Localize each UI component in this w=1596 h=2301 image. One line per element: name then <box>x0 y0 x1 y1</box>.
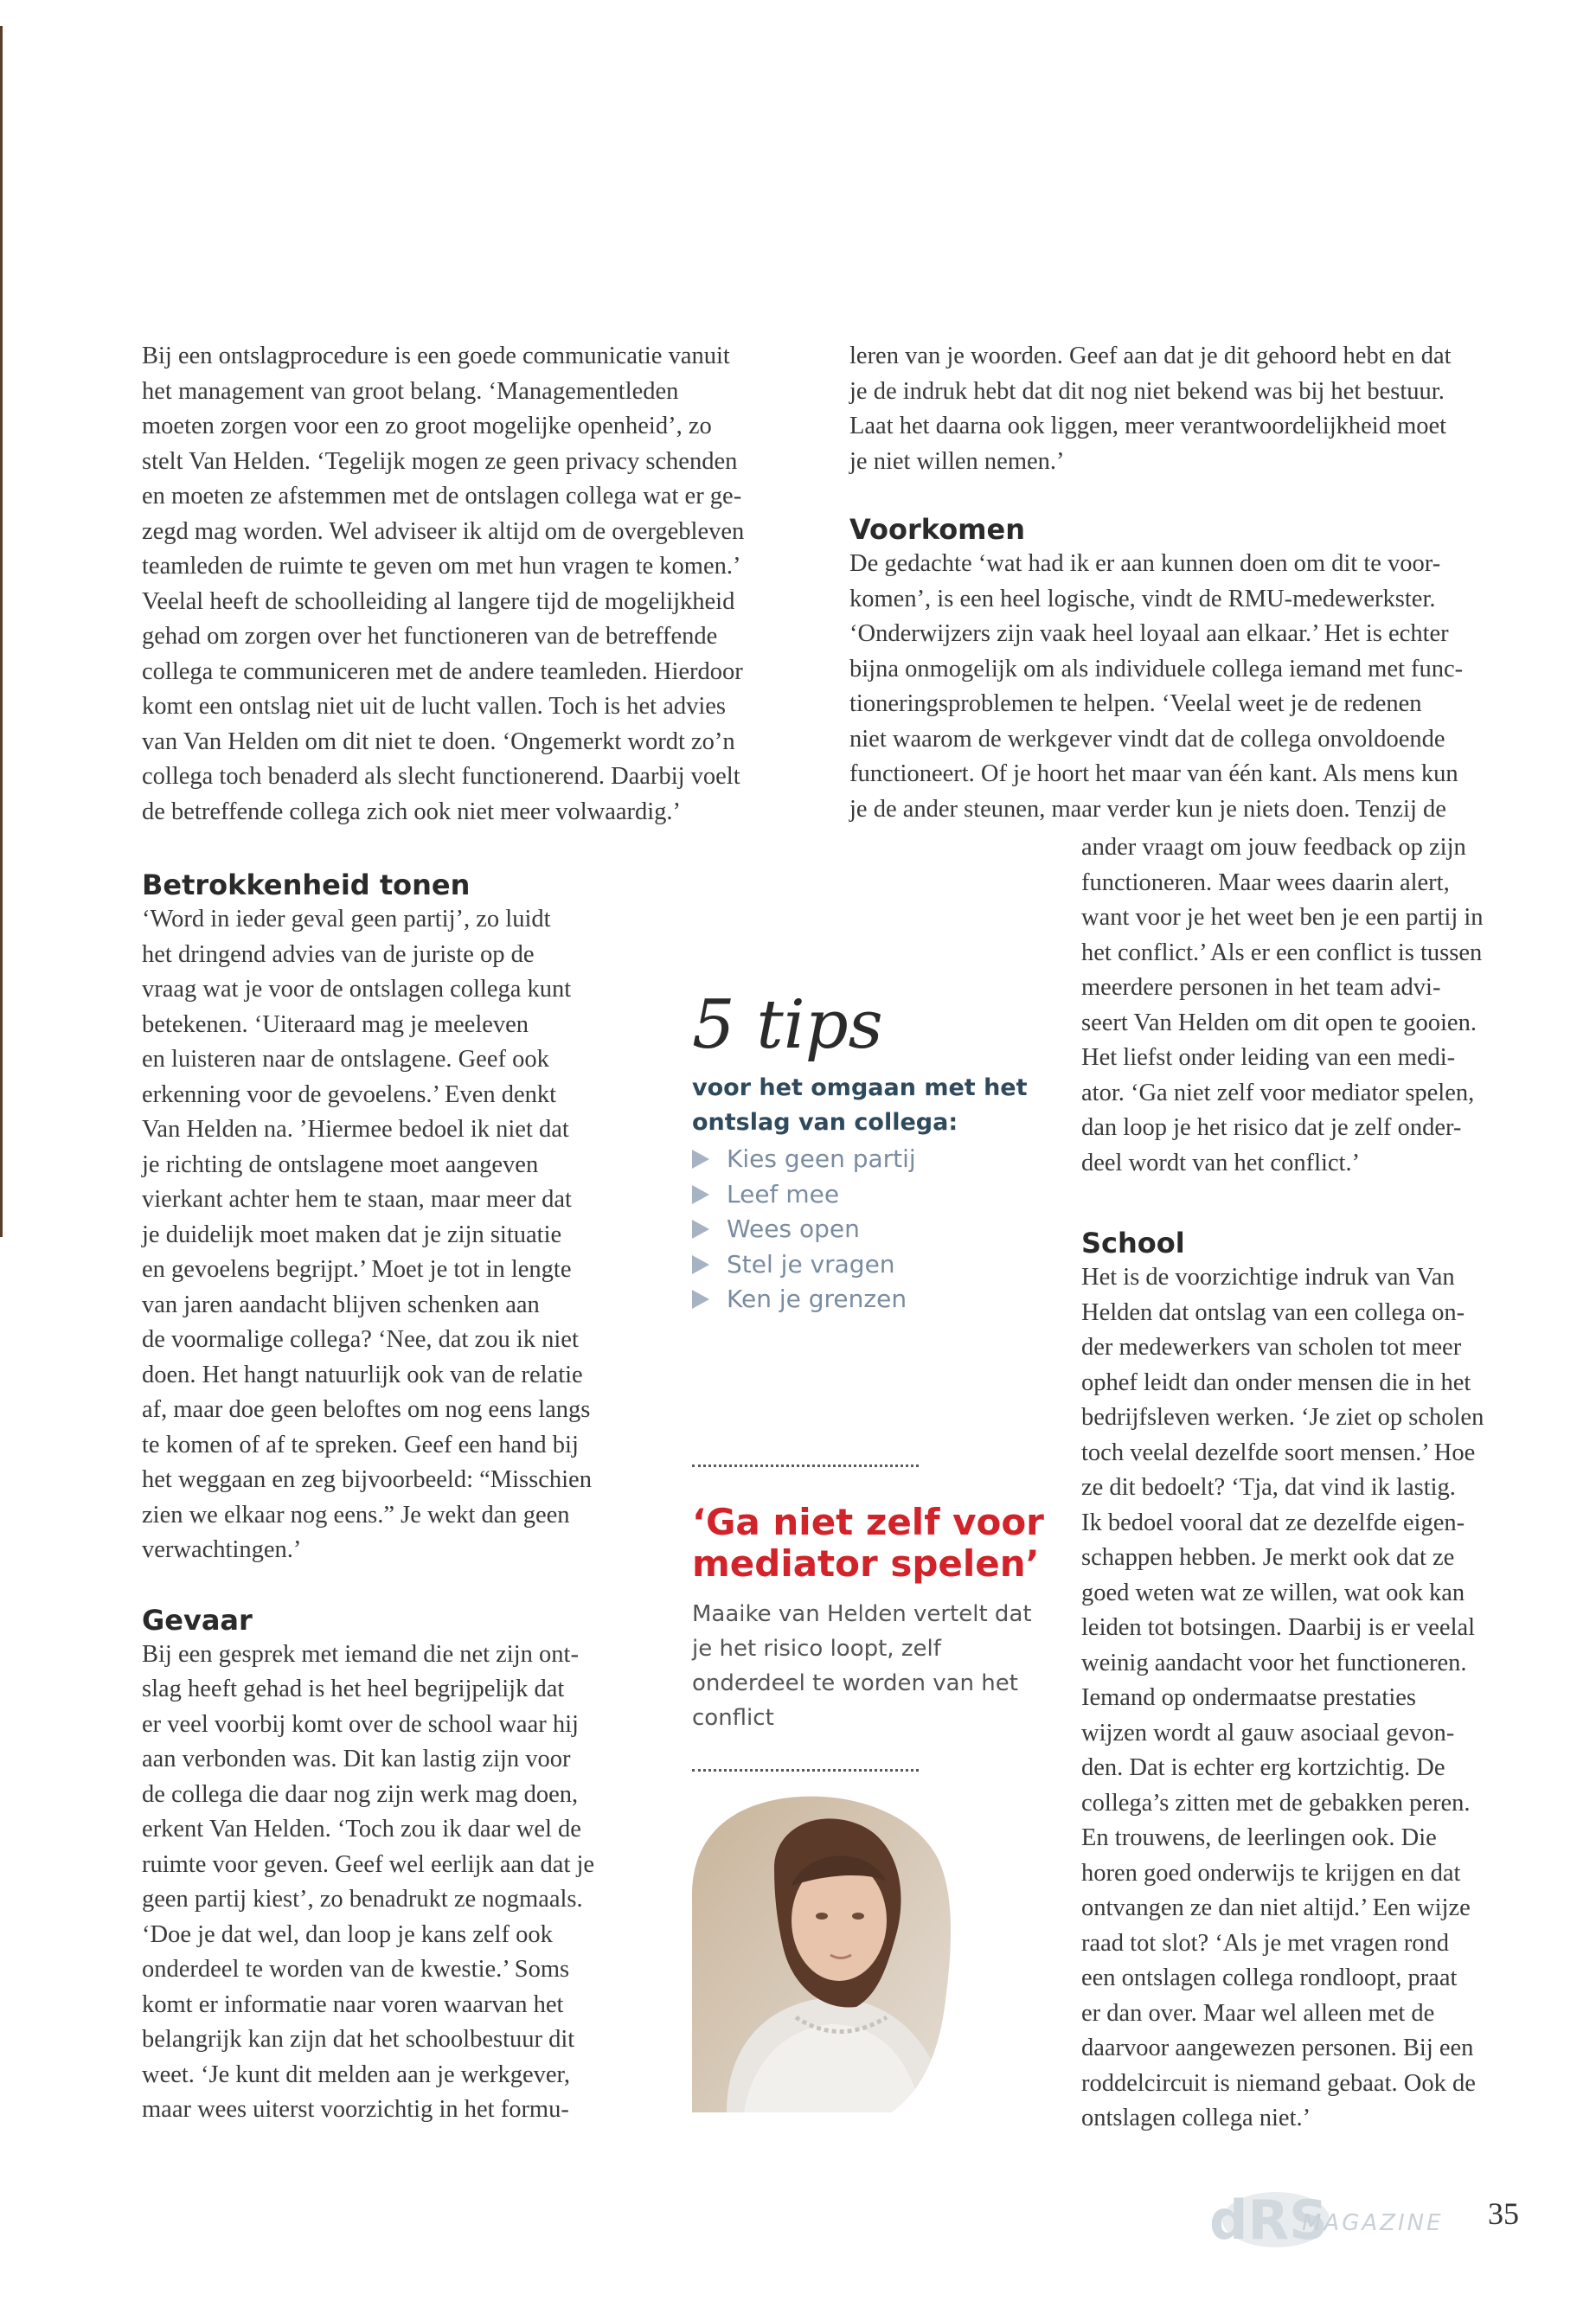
tips-subheading <box>692 1071 1038 1140</box>
heading-school: School <box>1081 1227 1185 1259</box>
triangle-bullet-icon <box>692 1220 709 1239</box>
article-column-right <box>1081 830 1548 2137</box>
dotted-divider <box>692 1465 919 1467</box>
heading-betrokkenheid-tonen: Betrokkenheid tonen <box>142 868 471 901</box>
paragraph-voorkomen: De gedachte ‘wat had ik er aan kunnen doen om dit te voor- komen’, is een heel logische, vindt de RMU-medewerkster. ‘Onderwijzers zijn vaak heel loyaal aan elkaar.’ Het is echter bijna onmogelijk om als individuele collega iemand met func- tioneringsproblemen te helpen. ‘Veelal weet je de redenen niet waarom de werkgever vindt dat de collega onvoldoende functioneert. Of je hoort het maar van één kant. Als mens kun je de ander steunen, maar verder kun je niets doen. Tenzij de <box>849 550 1464 823</box>
page-number: 35 <box>1488 2196 1519 2231</box>
tip-item <box>692 1212 1038 1247</box>
tip-item <box>692 1282 1038 1317</box>
tip-label: Leef mee <box>727 1179 840 1208</box>
tips-subheading-line: voor het omgaan met het <box>692 1074 1028 1101</box>
paragraph-intro: Bij een ontslagprocedure is een goede communicatie vanuit het management van groot belang. ‘Managementleden moeten zorgen voor een zo groot mogelijke openheid’, zo stelt Van Helden. ‘Tegelijk mogen ze geen privacy schenden en moeten ze afstemmen met de ontslagen collega wat er ge- zegd mag worden. Wel adviseer ik altijd om de overgebleven teamleden de ruimte te geven om met hun vragen te komen.’ Veelal heeft de schoolleiding al langere tijd de mogelijkheid gehad om zorgen over het functioneren van de betreffende collega te communiceren met de andere teamleden. Hierdoor komt een ontslag niet uit de lucht vallen. Toch is het advies van Van Helden om dit niet te doen. ‘Ongemerkt wordt zo’n collega toch benaderd als slecht functionerend. Daarbij voelt de betreffende collega zich ook niet meer volwaardig.’ <box>142 343 745 825</box>
tips-subheading-line: ontslag van collega: <box>692 1109 958 1136</box>
page-edge-line <box>0 26 3 1237</box>
triangle-bullet-icon <box>692 1255 709 1274</box>
heading-gevaar: Gevaar <box>142 1603 253 1637</box>
triangle-bullet-icon <box>692 1185 709 1204</box>
tip-label: Kies geen partij <box>727 1144 916 1173</box>
paragraph-continued: leren van je woorden. Geef aan dat je dit gehoord hebt en dat je de indruk hebt dat dit nog niet bekend was bij het bestuur. Laat het daarna ook liggen, meer verantwoordelijkheid moet je niet willen nemen.’ <box>849 343 1452 475</box>
dotted-divider <box>692 1769 919 1772</box>
tip-item <box>692 1247 1038 1283</box>
logo-letters: dRS <box>1209 2189 1328 2249</box>
logo-word: MAGAZINE <box>1302 2210 1444 2236</box>
article-column-middle <box>849 339 1524 827</box>
triangle-bullet-icon <box>692 1150 709 1169</box>
tips-sidebar <box>692 986 1038 1317</box>
paragraph-betrokkenheid: ‘Word in ieder geval geen partij’, zo luidt het dringend advies van de juriste op de vraag wat je voor de ontslagen collega kunt betekenen. ‘Uiteraard mag je meeleven en luisteren naar de ontslagene. Geef ook erkenning voor de gevoelens.’ Even denkt Van Helden na. ’Hiermee bedoel ik niet dat je richting de ontslagene moet aangeven vierkant achter hem te staan, maar meer dat je duidelijk moet maken dat je zijn situatie en gevoelens begrijpt.’ Moet je tot in lengte van jaren aandacht blijven schenken aan de voormalige collega? ‘Nee, dat zou ik niet doen. Het hangt natuurlijk ook van de relatie af, maar doe geen beloftes om nog eens langs te komen of af te spreken. Geef een hand bij het weggaan en zeg bijvoorbeeld: “Misschien zien we elkaar nog eens.” Je wekt dan geen verwachtingen.’ <box>142 906 592 1563</box>
tip-label: Wees open <box>727 1215 860 1243</box>
pull-quote: ‘Ga niet zelf voor mediator spelen’ <box>692 1501 1044 1585</box>
paragraph-gevaar: Bij een gesprek met iemand die net zijn ont- slag heeft gehad is het heel begrijpelijk dat er veel voorbij komt over de school waar hij aan verbonden was. Dit kan lastig zijn voor de collega die daar nog zijn werk mag doen, erkent Van Helden. ‘Toch zou ik daar wel de ruimte voor geven. Geef wel eerlijk aan dat je geen partij kiest’, zo benadrukt ze nogmaals. ‘Doe je dat wel, dan loop je kans zelf ook onderdeel te worden van de kwestie.’ Soms komt er informatie naar voren waarvan het belangrijk kan zijn dat het schoolbestuur dit weet. ‘Je kunt dit melden aan je werkgever, maar wees uiterst voorzichtig in het formu- <box>142 1640 595 2123</box>
drs-magazine-logo <box>1194 2189 1445 2249</box>
tips-heading: 5 tips <box>692 986 883 1064</box>
tip-label: Stel je vragen <box>727 1249 895 1279</box>
tip-item <box>692 1142 1038 1177</box>
paragraph-school: Het is de voorzichtige indruk van Van Helden dat ontslag van een collega on- der medewerkers van scholen tot meer ophef leidt dan onder mensen die in het bedrijfsleven werken. ‘Je ziet op scholen toch veelal dezelfde soort mensen.’ Hoe ze dit bedoelt? ‘Tja, dat vind ik lastig. Ik bedoel vooral dat ze dezelfde eigen- schappen hebben. Je merkt ook dat ze goed weten wat ze willen, wat ook kan leiden tot botsingen. Daarbij is er veelal weinig aandacht voor het functioneren. Iemand op ondermaatse prestaties wijzen wordt al gauw asociaal gevon- den. Dat is echter erg kortzichtig. De collega’s zitten met de gebakken peren. En trouwens, de leerlingen ook. Die horen goed onderwijs te krijgen en dat ontvangen ze dan niet altijd.’ Een wijze raad tot slot? ‘Als je met vragen rond een ontslagen collega rondloopt, praat er dan over. Maar wel alleen met de daarvoor aangewezen personen. Bij een roddelcircuit is niemand gebaat. Ook de ontslagen collega niet.’ <box>1081 1264 1484 2131</box>
paragraph-conflict: ander vraagt om jouw feedback op zijn functioneren. Maar wees daarin alert, want voor je het weet ben je een partij in het conflict.’ Als er een conflict is tussen meerdere personen in het team advi- seert Van Helden om dit open te gooien. Het liefst onder leiding van een medi- ator. ‘Ga niet zelf voor mediator spelen, dan loop je het risico dat je zelf onder- deel wordt van het conflict.’ <box>1081 834 1484 1176</box>
heading-voorkomen: Voorkomen <box>849 513 1025 546</box>
tip-item <box>692 1177 1038 1213</box>
tip-label: Ken je grenzen <box>727 1285 907 1313</box>
portrait-photo <box>692 1791 952 2112</box>
pull-quote-caption: Maaike van Helden vertelt dat je het risico loopt, zelf onderdeel te worden van het conflict <box>692 1601 1032 1731</box>
tips-list <box>692 1142 1038 1317</box>
triangle-bullet-icon <box>692 1290 709 1309</box>
